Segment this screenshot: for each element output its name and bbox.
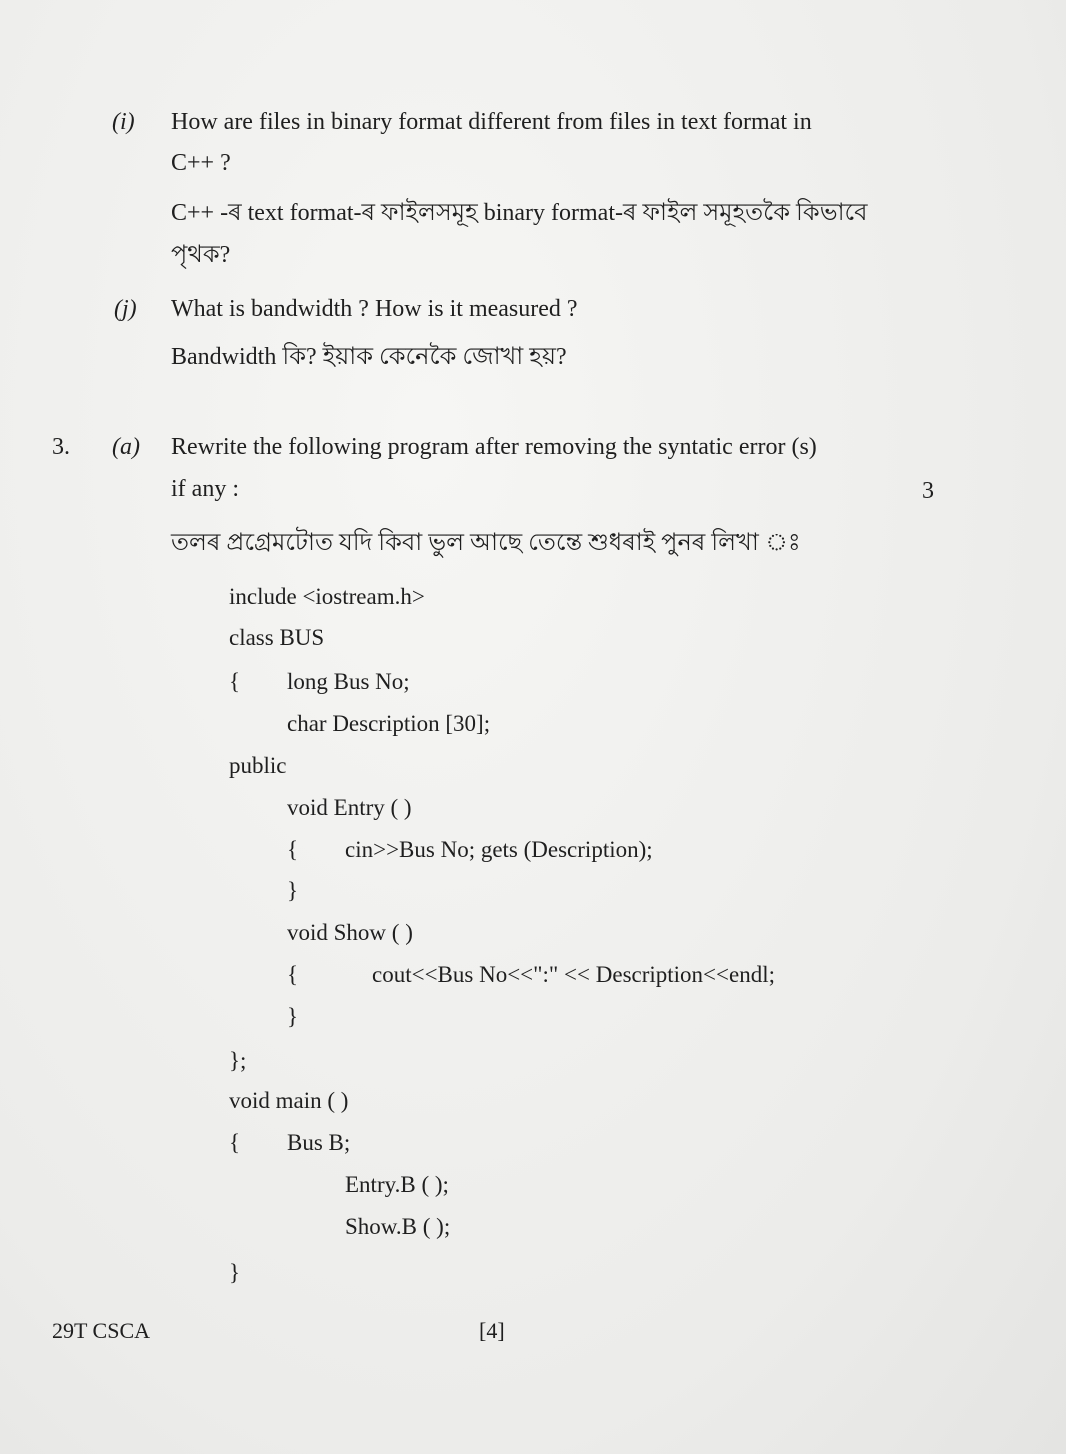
code-brace-10: { <box>287 962 299 987</box>
question-3a-assamese: তলৰ প্ৰগ্ৰেমটোত যদি কিবা ভুল আছে তেন্তে শুধৰাই পুনৰ লিখা ঃ <box>171 530 801 556</box>
code-line-2: class BUS <box>229 625 325 650</box>
code-line-5: public <box>229 753 287 778</box>
question-j-english: What is bandwidth ? How is it measured ? <box>171 296 578 322</box>
question-3a-english-line1: Rewrite the following program after removing the syntatic error (s) <box>171 434 817 460</box>
question-i-label: (i) <box>112 109 135 135</box>
code-brace-14: { <box>229 1130 241 1155</box>
question-3a-english-line2: if any : <box>171 476 239 502</box>
code-line-17: } <box>229 1260 241 1285</box>
question-3a-marks: 3 <box>922 478 934 504</box>
code-brace-7: { <box>287 837 299 862</box>
question-i-english-line2: C++ ? <box>171 150 231 176</box>
page-number: [4] <box>479 1318 505 1343</box>
code-line-10: cout<<Bus No<<":" << Description<<endl; <box>372 962 775 987</box>
question-i-english-line1: How are files in binary format different from files in text format in <box>171 109 812 135</box>
code-line-6: void Entry ( ) <box>287 795 412 820</box>
code-line-11: } <box>287 1004 299 1029</box>
code-line-8: } <box>287 878 299 903</box>
paper-code: 29T CSCA <box>52 1318 151 1343</box>
code-line-4: char Description [30]; <box>287 711 491 736</box>
code-line-3: long Bus No; <box>287 669 410 694</box>
code-line-15: Entry.B ( ); <box>345 1172 449 1197</box>
question-j-assamese: Bandwidth কি? ইয়াক কেনেকৈ জোখা হয়? <box>171 344 567 370</box>
code-brace-3: { <box>229 669 241 694</box>
question-i-assamese-line2: পৃথক? <box>171 242 231 268</box>
question-3-number: 3. <box>52 434 70 460</box>
code-line-12: }; <box>229 1048 247 1073</box>
code-line-13: void main ( ) <box>229 1088 349 1113</box>
code-line-1: include <iostream.h> <box>229 584 425 609</box>
code-line-16: Show.B ( ); <box>345 1214 451 1239</box>
code-line-7: cin>>Bus No; gets (Description); <box>345 837 653 862</box>
code-line-14: Bus B; <box>287 1130 351 1155</box>
question-j-label: (j) <box>114 296 137 322</box>
question-3a-label: (a) <box>112 434 140 460</box>
question-i-assamese-line1: C++ -ৰ text format-ৰ ফাইলসমূহ binary format-ৰ ফাইল সমূহতকৈ কিভাবে <box>171 200 868 226</box>
code-line-9: void Show ( ) <box>287 920 413 945</box>
